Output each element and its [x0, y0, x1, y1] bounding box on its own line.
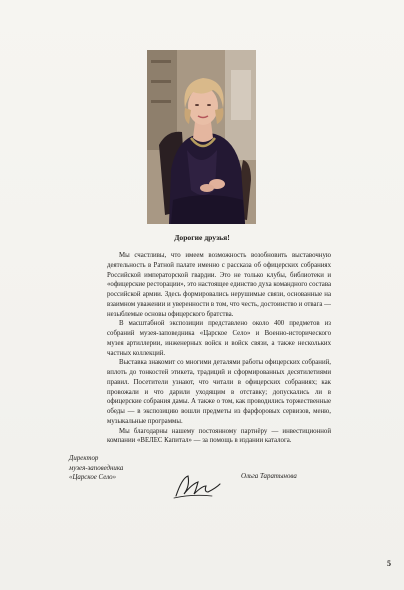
paragraph: Выставка знакомит со многими деталями работы офицерских собраний, вплоть до тонкостей этикета, традиций и сформированных десятилетиями правил. Посетители узнают, что читали в офицерских собраниях; как провожали и что дарили уходящим в отставку; допускались ли в офицерские собрания дамы. А также о том, как проводились торжественные обеды — в экспозицию вошли предметы из фарфоровых сервизов, меню, музыкальные программы. — [107, 359, 331, 425]
paragraph: Мы счастливы, что имеем возможность возобновить выставочную деятельность в Ратной палате именно с рассказа об офицерских собраниях Российской императорской гвардии. Это не только клубы, библиотеки и «офицерские ресторации», это настоящее единство духа командного состава российской армии. Здесь формировались нерушимые связи, основанные на взаимном уважении и уверенности в том, что честь, достоинство и отвага — незыблемые основы офицерского братства. — [107, 252, 331, 318]
title-line: музея-заповедника — [69, 464, 124, 472]
greeting-heading: Дорогие друзья! — [174, 233, 230, 242]
title-line: Директор — [69, 455, 99, 462]
letter-body — [107, 251, 331, 446]
portrait-photo — [147, 50, 256, 224]
signatory-title — [69, 454, 169, 483]
paragraph: В масштабной экспозиции представлено около 400 предметов из собраний музея-заповедника «Царское Село» и Военно-исторического музея артиллерии, инженерных войск и войск связи, а также нескольких частных коллекций. — [107, 320, 331, 357]
page-number: 5 — [387, 559, 391, 568]
signatory-name: Ольга Таратынова — [241, 473, 297, 480]
paragraph: Мы благодарны нашему постоянному партнёру — инвестиционной компании «ВЕЛЕС Капитал» — за помощь в издании каталога. — [107, 427, 331, 445]
title-line: «Царское Село» — [69, 474, 117, 482]
portrait-illustration — [147, 50, 256, 224]
handwritten-signature — [172, 472, 224, 502]
